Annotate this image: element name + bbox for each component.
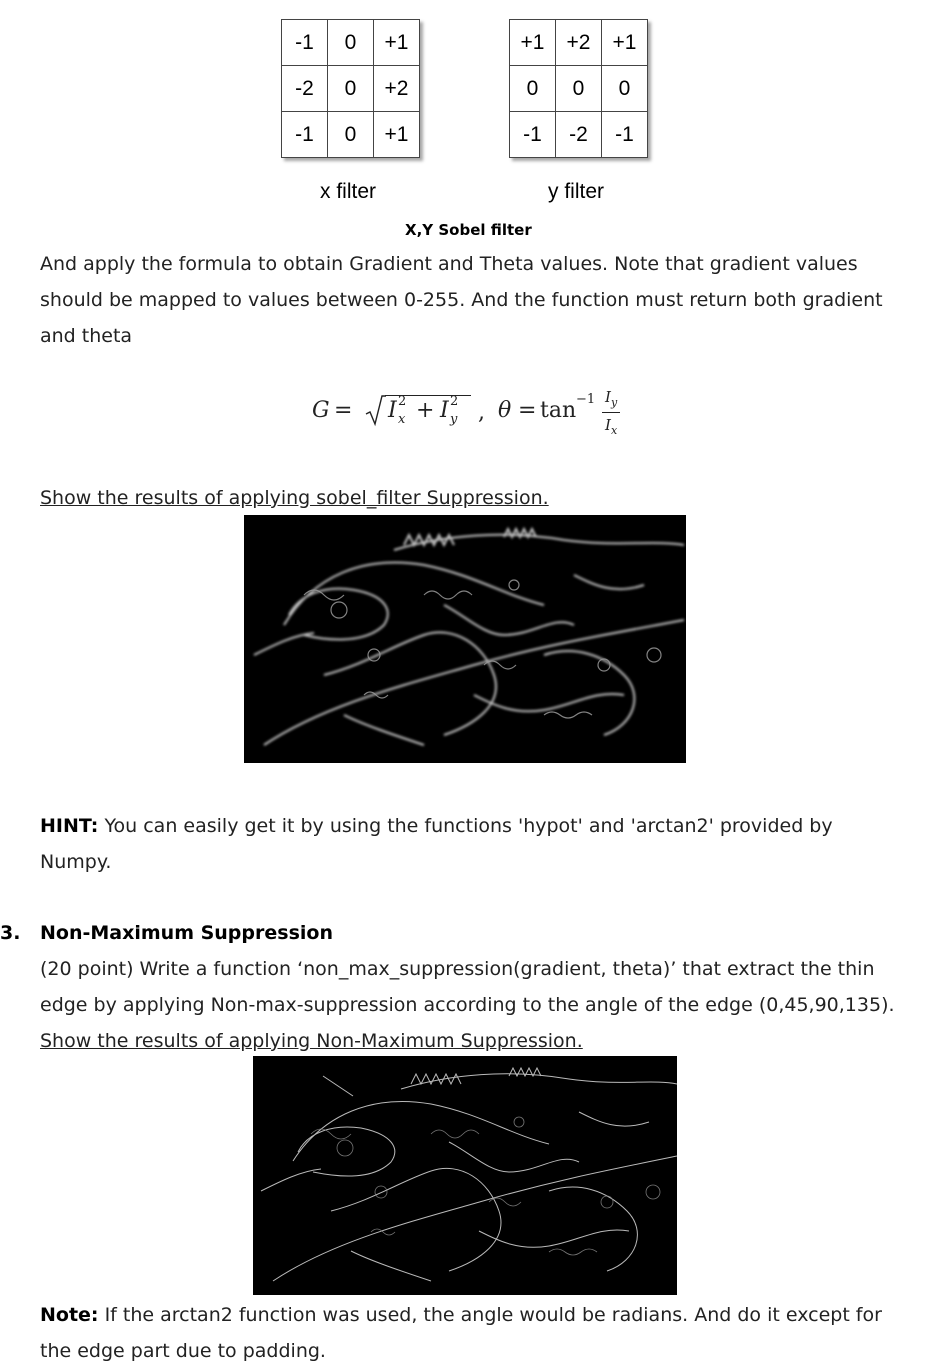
matrix-row bbox=[282, 20, 420, 66]
nms-result-text: Show the results of applying Non-Maximum Suppression. bbox=[40, 1030, 583, 1052]
x-filter-matrix bbox=[281, 19, 420, 158]
matrix-cell: +1 bbox=[374, 20, 420, 66]
paragraph-line bbox=[40, 1297, 910, 1333]
formula-eq2: = bbox=[518, 398, 537, 423]
section-title: Non-Maximum Suppression bbox=[40, 922, 333, 944]
matrix-cell: 0 bbox=[328, 20, 374, 66]
formula-denominator: I bbox=[605, 416, 611, 434]
formula-iy-sub: y bbox=[450, 412, 458, 427]
formula-g: G bbox=[312, 398, 330, 423]
note-paragraph bbox=[40, 1297, 910, 1369]
hint-label: HINT: bbox=[40, 815, 99, 837]
matrix-cell: -1 bbox=[282, 112, 328, 158]
hint-text: You can easily get it by using the functions 'hypot' and 'arctan2' provided by bbox=[98, 815, 833, 837]
y-filter-label: y filter bbox=[548, 180, 605, 203]
matrix-cell: 0 bbox=[602, 66, 648, 112]
matrix-cell: 0 bbox=[328, 112, 374, 158]
paragraph-line: (20 point) Write a function ‘non_max_suppression(gradient, theta)’ that extract the thin bbox=[40, 958, 875, 980]
matrix-cell: 0 bbox=[328, 66, 374, 112]
paragraph-line: the edge part due to padding. bbox=[40, 1340, 326, 1362]
iguana-gradient-icon bbox=[244, 515, 686, 763]
matrix-row bbox=[510, 112, 648, 158]
matrix-cell: +1 bbox=[510, 20, 556, 66]
nms-result-image bbox=[253, 1056, 677, 1295]
formula-tan: tan bbox=[540, 398, 577, 423]
paragraph-line: And apply the formula to obtain Gradient and Theta values. Note that gradient values bbox=[40, 253, 858, 275]
matrix-row bbox=[510, 66, 648, 112]
hint-paragraph bbox=[40, 808, 910, 880]
sobel-caption: X,Y Sobel filter bbox=[405, 221, 532, 239]
paragraph-line bbox=[40, 808, 910, 844]
matrix-cell: +1 bbox=[602, 20, 648, 66]
x-filter-label: x filter bbox=[320, 180, 377, 203]
paragraph-line: and theta bbox=[40, 325, 133, 347]
sqrt-sign-icon bbox=[364, 394, 386, 428]
matrix-cell: -2 bbox=[282, 66, 328, 112]
formula-plus: + bbox=[416, 398, 435, 423]
matrix-cell: -1 bbox=[602, 112, 648, 158]
sobel-result-image bbox=[244, 515, 686, 763]
fraction-bar bbox=[602, 412, 620, 413]
formula-comma: , bbox=[478, 400, 485, 425]
paragraph-line: should be mapped to values between 0-255. And the function must return both gradient bbox=[40, 289, 883, 311]
matrix-cell: -1 bbox=[282, 20, 328, 66]
sobel-result-text: Show the results of applying sobel_filter Suppression. bbox=[40, 487, 549, 509]
note-text: If the arctan2 function was used, the angle would be radians. And do it except for bbox=[98, 1304, 882, 1326]
paragraph-line: edge by applying Non-max-suppression according to the angle of the edge (0,45,90,135). bbox=[40, 994, 895, 1016]
matrix-cell: +2 bbox=[556, 20, 602, 66]
note-label: Note: bbox=[40, 1304, 99, 1326]
gradient-paragraph bbox=[40, 246, 910, 354]
matrix-row bbox=[282, 66, 420, 112]
matrix-cell: 0 bbox=[556, 66, 602, 112]
formula-ix-sup: 2 bbox=[398, 394, 407, 409]
matrix-row bbox=[282, 112, 420, 158]
formula-ix: I bbox=[388, 398, 397, 423]
formula-iy: I bbox=[440, 398, 449, 423]
y-filter-matrix bbox=[509, 19, 648, 158]
formula-iy-sup: 2 bbox=[450, 394, 459, 409]
section-number: 3. bbox=[0, 922, 21, 944]
iguana-edges-icon bbox=[253, 1056, 677, 1295]
formula-theta: θ bbox=[498, 398, 512, 423]
matrix-cell: +2 bbox=[374, 66, 420, 112]
matrix-row bbox=[510, 20, 648, 66]
section3-paragraph bbox=[40, 951, 920, 1059]
matrix-cell: +1 bbox=[374, 112, 420, 158]
formula-numerator: I bbox=[605, 388, 611, 406]
formula-eq: = bbox=[334, 398, 353, 423]
matrix-cell: -2 bbox=[556, 112, 602, 158]
formula-numerator-sub: y bbox=[611, 396, 618, 409]
matrix-cell: -1 bbox=[510, 112, 556, 158]
formula-ix-sub: x bbox=[398, 412, 406, 427]
gradient-formula bbox=[312, 388, 642, 442]
formula-tan-sup: −1 bbox=[576, 392, 596, 407]
formula-denominator-sub: x bbox=[611, 424, 618, 437]
matrix-cell: 0 bbox=[510, 66, 556, 112]
paragraph-line: Numpy. bbox=[40, 851, 112, 873]
